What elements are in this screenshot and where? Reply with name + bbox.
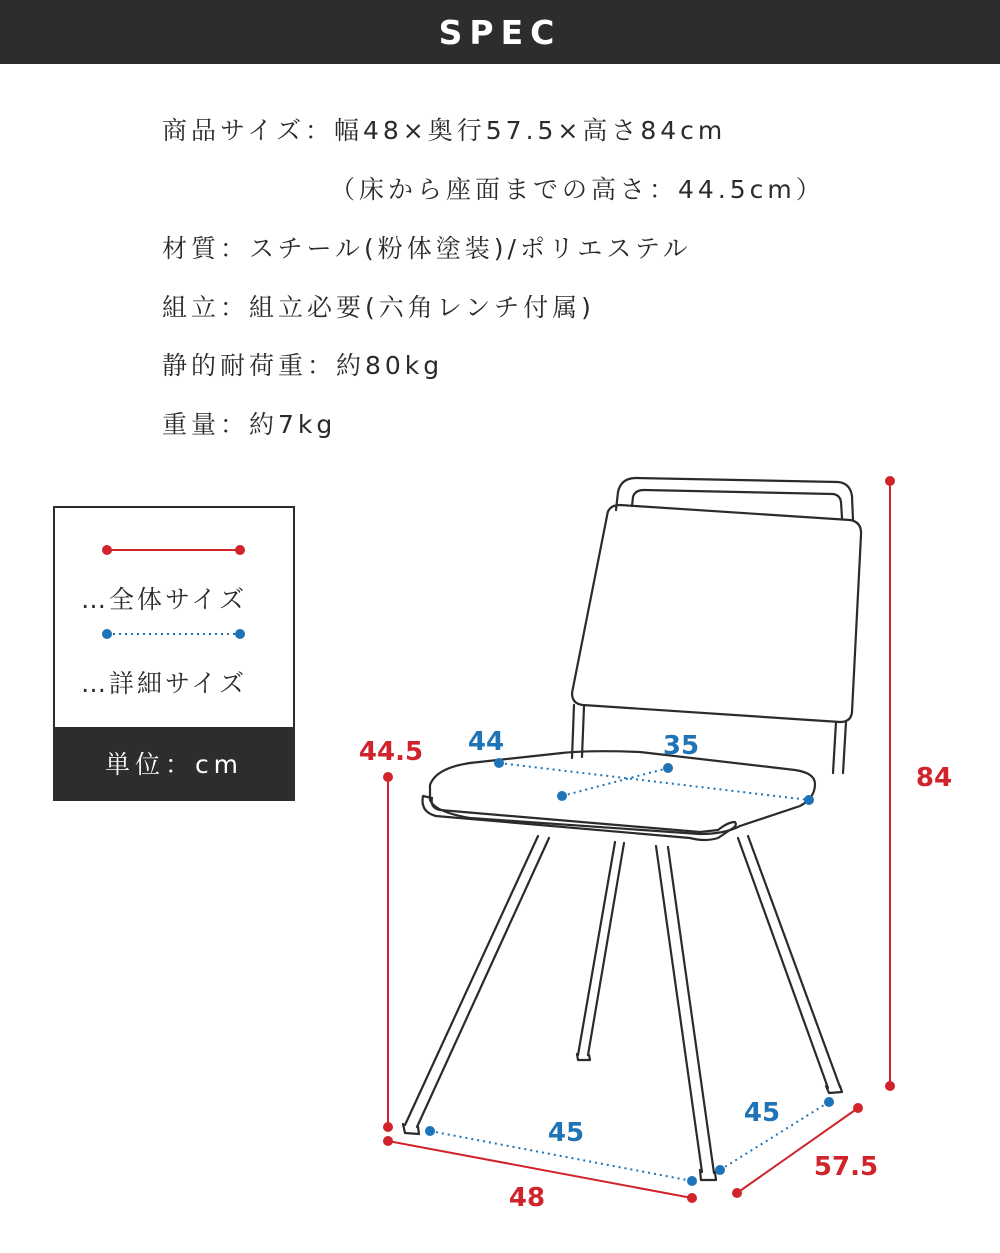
- legend-detail-label: …詳細サイズ: [81, 669, 248, 698]
- spec-size: 商品サイズ：幅48×奥行57.5×高さ84cm: [162, 116, 727, 145]
- chair-back-post-left: [572, 705, 584, 758]
- dim-leg-width-label: 45: [547, 1118, 585, 1148]
- dim-seat-depth: [557, 731, 699, 801]
- spec-seat-height: （床から座面までの高さ：44.5cm）: [330, 175, 825, 204]
- dim-total-height: [885, 476, 952, 1091]
- dim-width-label: 48: [508, 1183, 546, 1213]
- dim-leg-depth-label: 45: [743, 1098, 781, 1128]
- chair-drawing: [403, 478, 861, 1180]
- dim-depth-label: 57.5: [813, 1152, 879, 1182]
- page-title: SPEC: [438, 12, 562, 52]
- spec-material: 材質：スチール(粉体塗装)/ポリエステル: [162, 234, 692, 263]
- chair-back-post-right: [833, 722, 846, 773]
- legend-total-label: …全体サイズ: [81, 585, 248, 614]
- dim-seat-width-label: 44: [467, 727, 505, 757]
- dim-width: [383, 1136, 697, 1213]
- chair-leg-back-left: [578, 842, 624, 1055]
- chair-leg-front-right: [656, 846, 714, 1173]
- chair-back-frame: [616, 478, 853, 520]
- spec-load: 静的耐荷重：約80kg: [162, 351, 444, 380]
- dim-seat-depth-label: 35: [662, 731, 700, 761]
- chair-back-frame-inner: [632, 490, 842, 518]
- dim-seat-height: [359, 737, 423, 1132]
- chair-backrest: [572, 505, 861, 722]
- dim-height-label: 84: [915, 763, 953, 793]
- chair-leg-front-left: [405, 836, 549, 1127]
- legend-unit: 単位：cm: [55, 727, 293, 799]
- dim-seat-height-label: 44.5: [358, 737, 424, 767]
- chair-leg-back-right: [738, 836, 840, 1088]
- dim-leg-width: [425, 1118, 697, 1186]
- spec-weight: 重量：約7kg: [162, 410, 337, 439]
- spec-assembly: 組立：組立必要(六角レンチ付属): [162, 293, 595, 322]
